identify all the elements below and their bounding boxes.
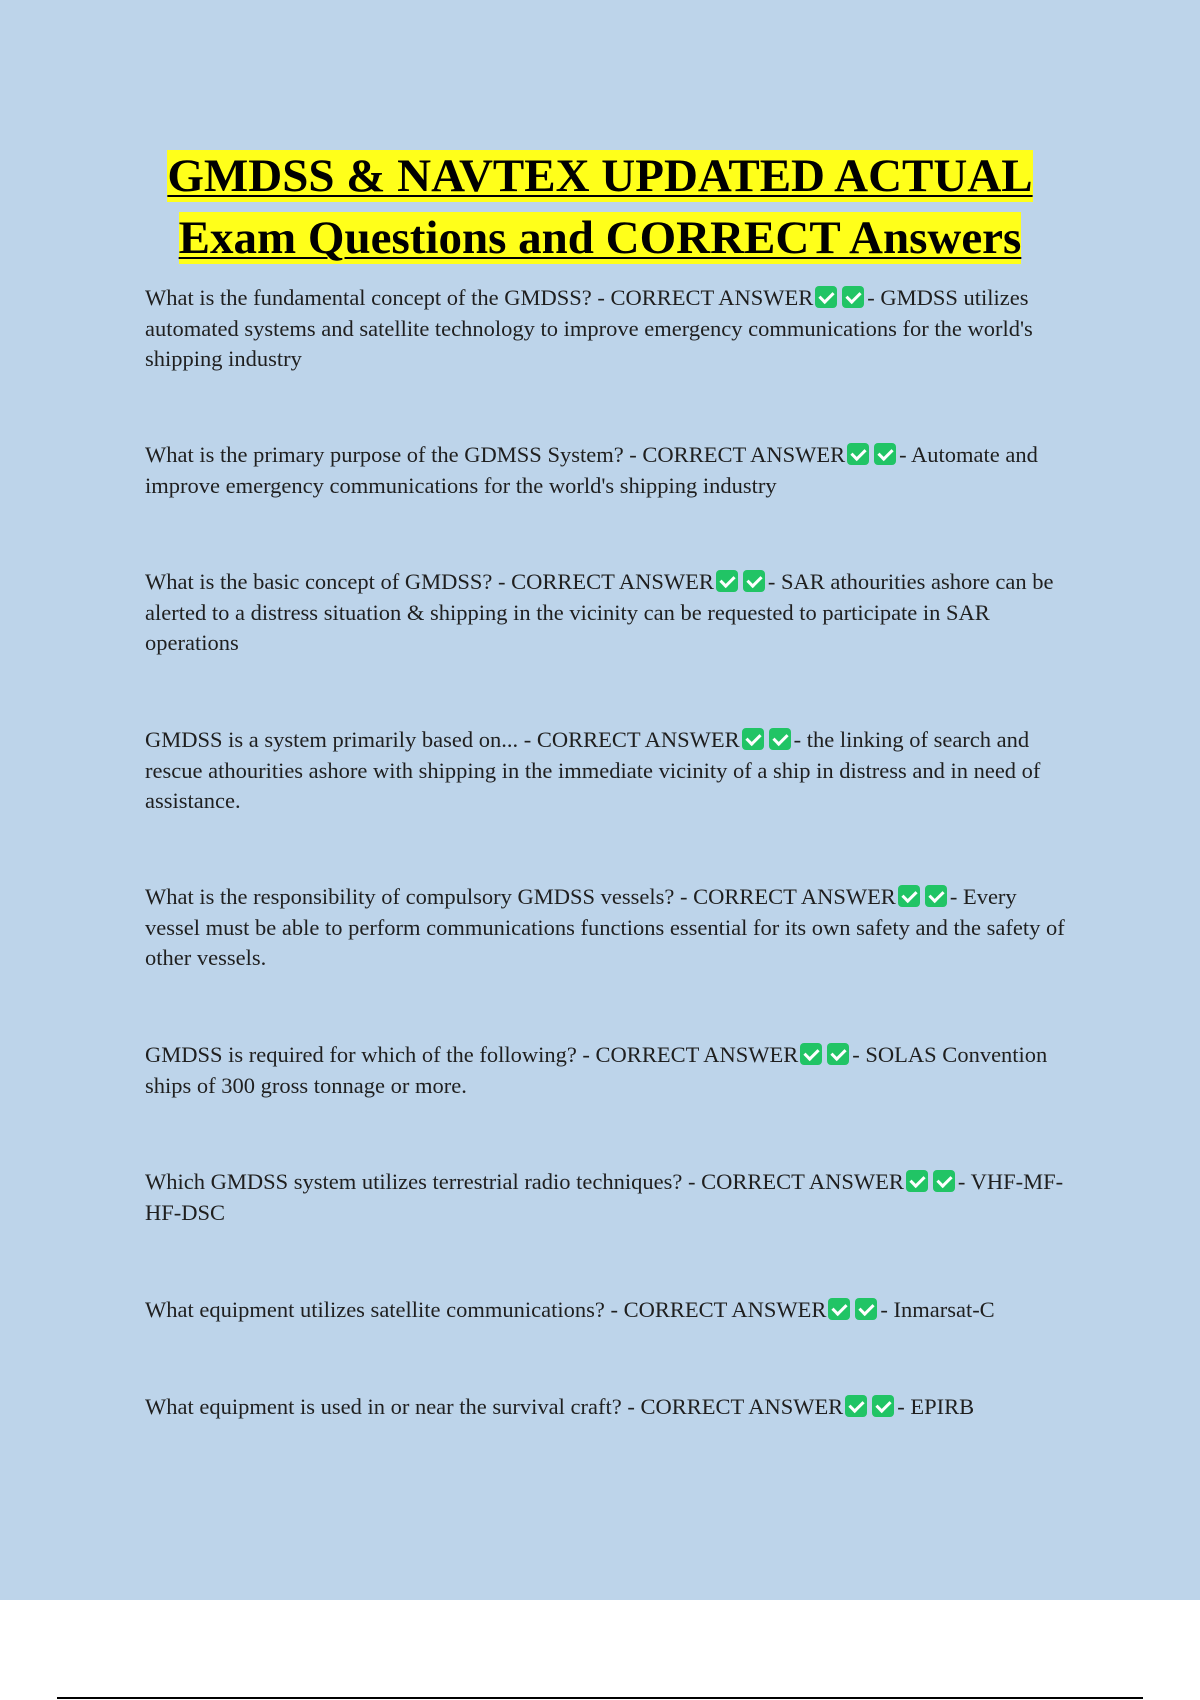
question-text: What is the fundamental concept of the GMDSS? - CORRECT ANSWER (145, 285, 814, 310)
qa-item (145, 440, 1075, 501)
answer-text: - the linking of search and rescue athourities ashore with shipping in the immediate vicinity of a ship in distress and in need of assistance. (145, 727, 1041, 813)
green-check-icon (800, 1043, 822, 1065)
footer-divider (57, 1697, 1143, 1699)
qa-item (145, 882, 1075, 974)
green-check-icon (716, 570, 738, 592)
green-check-icon (742, 728, 764, 750)
question-text: What equipment utilizes satellite communications? - CORRECT ANSWER (145, 1297, 827, 1322)
title-line-2: Exam Questions and CORRECT Answers (178, 212, 1022, 264)
qa-item (145, 1167, 1075, 1228)
answer-text: - Every vessel must be able to perform communications functions essential for its own safety and the safety of other vessels. (145, 884, 1065, 970)
answer-text: - VHF-MF-HF-DSC (145, 1169, 1064, 1225)
answer-text: - EPIRB (897, 1394, 975, 1419)
qa-item (145, 1295, 1075, 1326)
question-text: What is the primary purpose of the GDMSS System? - CORRECT ANSWER (145, 442, 846, 467)
green-check-icon (845, 1395, 867, 1417)
qa-item (145, 567, 1075, 659)
green-check-icon (847, 443, 869, 465)
green-check-icon (872, 1395, 894, 1417)
green-check-icon (827, 1043, 849, 1065)
green-check-icon (898, 885, 920, 907)
qa-item (145, 725, 1075, 817)
answer-text: - SOLAS Convention ships of 300 gross tonnage or more. (145, 1042, 1048, 1098)
question-text: What is the basic concept of GMDSS? - CORRECT ANSWER (145, 569, 714, 594)
green-check-icon (769, 728, 791, 750)
question-text: Which GMDSS system utilizes terrestrial radio techniques? - CORRECT ANSWER (145, 1169, 904, 1194)
answer-text: - GMDSS utilizes automated systems and satellite technology to improve emergency communications for the world's shipping industry (145, 285, 1033, 371)
answer-text: - Inmarsat-C (880, 1297, 995, 1322)
question-text: What equipment is used in or near the survival craft? - CORRECT ANSWER (145, 1394, 844, 1419)
green-check-icon (828, 1298, 850, 1320)
title-line-1: GMDSS & NAVTEX UPDATED ACTUAL (167, 150, 1033, 202)
green-check-icon (874, 443, 896, 465)
green-check-icon (743, 570, 765, 592)
green-check-icon (855, 1298, 877, 1320)
qa-item (145, 1392, 1075, 1423)
question-text: GMDSS is required for which of the following? - CORRECT ANSWER (145, 1042, 799, 1067)
qa-item (145, 283, 1075, 375)
green-check-icon (933, 1170, 955, 1192)
answer-text: - SAR athourities ashore can be alerted to a distress situation & shipping in the vicinity can be requested to participate in SAR operations (145, 569, 1054, 655)
question-text: What is the responsibility of compulsory GMDSS vessels? - CORRECT ANSWER (145, 884, 896, 909)
green-check-icon (815, 286, 837, 308)
document-title (0, 145, 1200, 269)
qa-item (145, 1040, 1075, 1101)
green-check-icon (906, 1170, 928, 1192)
green-check-icon (925, 885, 947, 907)
answer-text: - Automate and improve emergency communications for the world's shipping industry (145, 442, 1038, 498)
question-text: GMDSS is a system primarily based on... - CORRECT ANSWER (145, 727, 740, 752)
green-check-icon (842, 286, 864, 308)
